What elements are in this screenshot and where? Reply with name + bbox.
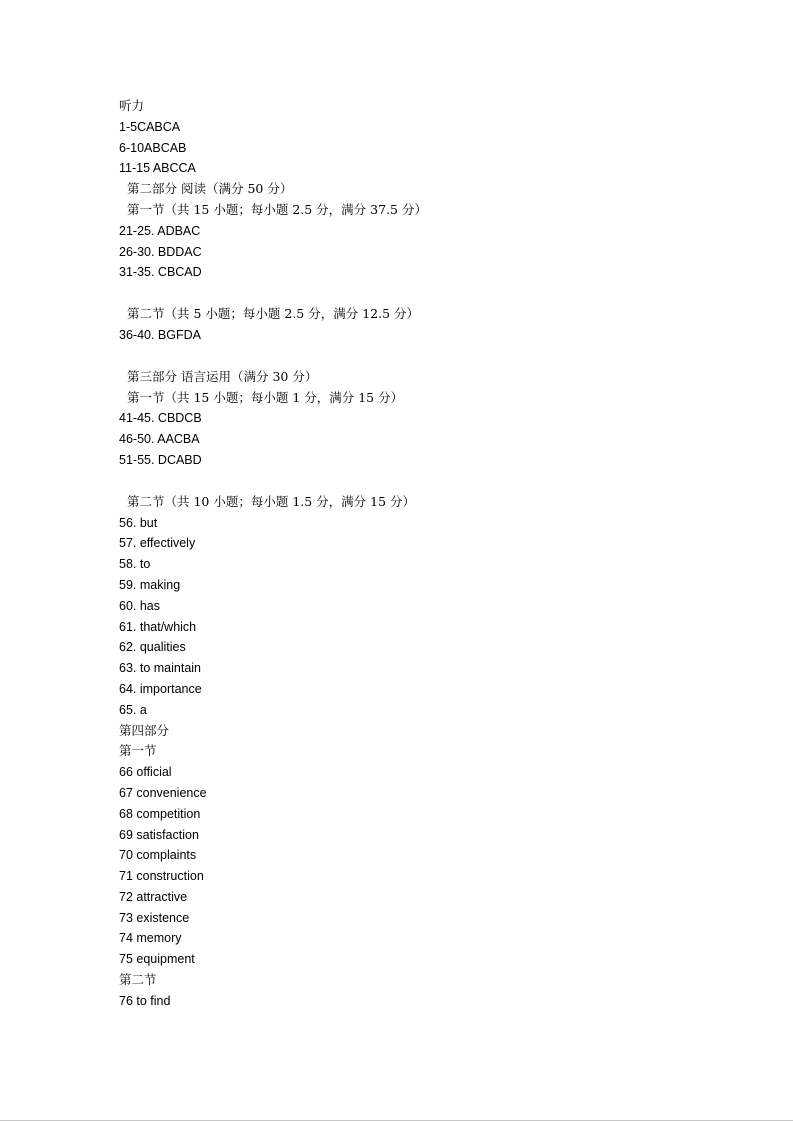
answer-line: 75 equipment: [119, 952, 195, 967]
section-heading: 第一节（共 15 小题；每小题 2.5 分，满分 37.5 分）: [127, 201, 427, 217]
answer-line: 62. qualities: [119, 640, 186, 655]
answer-line: 72 attractive: [119, 889, 188, 904]
answer-line: 41-45. CBDCB: [119, 411, 202, 426]
page-bottom-rule: [0, 1120, 793, 1121]
section-heading: 第一节: [119, 743, 157, 759]
part-heading-part-four: 第四部分: [119, 722, 170, 738]
answer-line: 68 competition: [119, 806, 201, 821]
answer-line: 61. that/which: [119, 619, 197, 634]
answer-line: 74 memory: [119, 931, 182, 946]
section-heading: 第一节（共 15 小题；每小题 1 分，满分 15 分）: [127, 389, 404, 405]
answer-line: 21-25. ADBAC: [119, 223, 201, 238]
answer-line: 76 to find: [119, 993, 171, 1008]
answer-line: 57. effectively: [119, 536, 196, 551]
answer-line: 56. but: [119, 515, 158, 530]
answer-line: 63. to maintain: [119, 661, 201, 676]
blank-line: [119, 346, 719, 367]
section-heading: 第二节: [119, 972, 157, 988]
answer-line: 64. importance: [119, 681, 202, 696]
answer-line: 70 complaints: [119, 848, 197, 863]
blank-line: [119, 471, 719, 492]
answer-line: 65. a: [119, 702, 147, 717]
answer-line: 36-40. BGFDA: [119, 327, 201, 342]
answer-line: 59. making: [119, 577, 181, 592]
answer-line: 69 satisfaction: [119, 827, 199, 842]
answer-line: 11-15 ABCCA: [119, 161, 196, 176]
part-heading-language-use: 第三部分 语言运用（满分 30 分）: [127, 368, 318, 384]
section-heading-listening: 听力: [119, 98, 145, 113]
answer-line: 71 construction: [119, 869, 204, 884]
part-heading-reading: 第二部分 阅读（满分 50 分）: [127, 181, 293, 197]
answer-line: 67 convenience: [119, 785, 207, 800]
answer-line: 73 existence: [119, 910, 190, 925]
answer-line: 6-10ABCAB: [119, 140, 187, 155]
blank-line: [119, 283, 719, 304]
answer-line: 66 official: [119, 765, 172, 780]
answer-line: 26-30. BDDAC: [119, 244, 202, 259]
answer-line: 31-35. CBCAD: [119, 265, 202, 280]
answer-key-content: [119, 96, 719, 1012]
answer-line: 46-50. AACBA: [119, 432, 200, 447]
answer-line: 1-5CABCA: [119, 119, 181, 134]
section-heading: 第二节（共 10 小题；每小题 1.5 分，满分 15 分）: [127, 493, 416, 509]
answer-line: 51-55. DCABD: [119, 452, 202, 467]
answer-line: 58. to: [119, 557, 151, 572]
answer-line: 60. has: [119, 598, 161, 613]
section-heading: 第二节（共 5 小题；每小题 2.5 分，满分 12.5 分）: [127, 306, 420, 322]
